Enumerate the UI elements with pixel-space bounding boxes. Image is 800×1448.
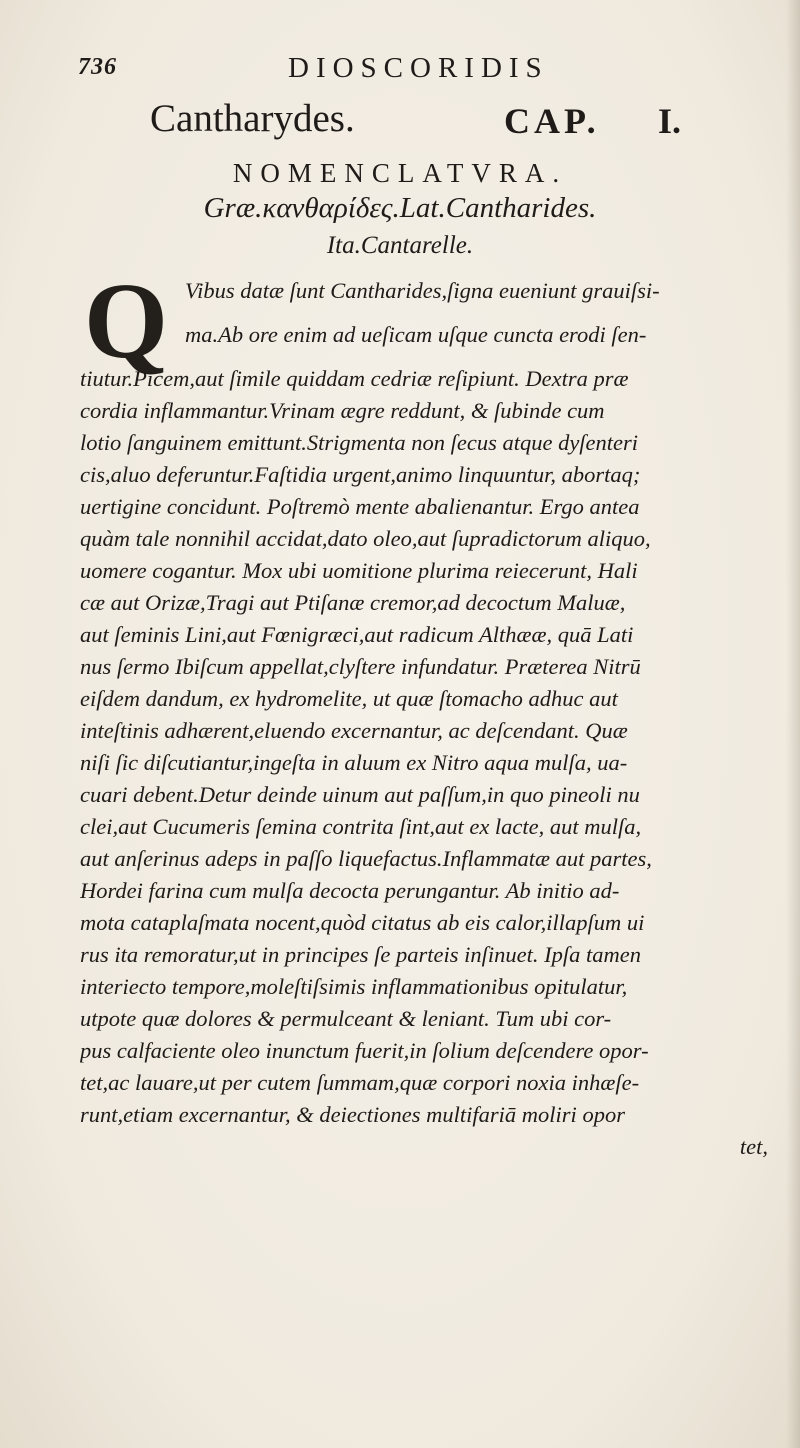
text-line: cuari debent.Detur deinde uinum aut paſſum,in quo pineoli nu	[80, 782, 640, 807]
text-line: cæ aut Orizæ,Tragi aut Ptiſanæ cremor,ad decoctum Maluæ,	[80, 590, 626, 615]
text-line: nus ſermo Ibiſcum appellat,clyſtere infundatur. Præterea Nitrū	[80, 654, 641, 679]
catchword: tet,	[739, 1134, 768, 1159]
text-line: runt,etiam excernantur, & deiectiones multifariā moliri opor	[80, 1102, 625, 1127]
text-line: uertigine concidunt. Poſtremò mente abalienantur. Ergo antea	[80, 494, 640, 519]
text-line: rus ita remoratur,ut in principes ſe parteis inſinuet. Ipſa tamen	[80, 942, 642, 967]
text-line: cordia inflammantur.Vrinam ægre reddunt, & ſubinde cum	[80, 398, 605, 423]
text-line: cis,aluo deferuntur.Faſtidia urgent,animo linquuntur, abortaq;	[80, 462, 641, 487]
nomenclature-italian: Ita.Cantarelle.	[326, 232, 474, 259]
text-line: mota cataplaſmata nocent,quòd citatus ab eis calor,illapſum ui	[80, 910, 645, 935]
nomenclature-heading: NOMENCLATVRA.	[232, 158, 568, 188]
text-line: pus calfaciente oleo inunctum fuerit,in ſolium deſcendere opor-	[80, 1038, 649, 1063]
chapter-name: Cantharydes.	[150, 97, 355, 140]
text-line: interiecto tempore,moleſtiſsimis inflammationibus opitulatur,	[80, 974, 628, 999]
text-line: tiutur.Picem,aut ſimile quiddam cedriæ reſipiunt. Dextra præ	[80, 366, 629, 391]
running-title: DIOSCORIDIS	[288, 52, 549, 84]
text-line: inteſtinis adhærent,eluendo excernantur, ac deſcendant. Quæ	[80, 718, 628, 743]
nomenclature-names: Græ.κανθαρίδες.Lat.Cantharides.	[203, 192, 597, 224]
text-line: eiſdem dandum, ex hydromelite, ut quæ ſtomacho adhuc aut	[80, 686, 618, 711]
drop-cap: Q	[84, 262, 169, 381]
text-line: niſi ſic diſcutiantur,ingeſta in aluum ex Nitro aqua mulſa, ua-	[80, 750, 628, 775]
text-line: ma.Ab ore enim ad ueſicam uſque cuncta erodi ſen-	[185, 322, 647, 347]
chapter-title	[150, 96, 710, 146]
chapter-label: CAP.	[504, 101, 600, 141]
text-line: Hordei farina cum mulſa decocta perungantur. Ab initio ad-	[80, 878, 620, 903]
text-line: Vibus datæ ſunt Cantharides,ſigna eueniunt grauiſsi-	[185, 278, 660, 303]
text-line: tet,ac lauare,ut per cutem ſummam,quæ corpori noxia inhæſe-	[80, 1070, 640, 1095]
chapter-number: I.	[658, 101, 682, 141]
text-line: quàm tale nonnihil accidat,dato oleo,aut ſupradictorum aliquo,	[80, 526, 651, 551]
text-line: aut ſeminis Lini,aut Fœnigræci,aut radicum Althææ, quā Lati	[80, 622, 634, 647]
running-head	[78, 50, 618, 90]
text-line: lotio ſanguinem emittunt.Strigmenta non ſecus atque dyſenteri	[80, 430, 639, 455]
text-line: clei,aut Cucumeris ſemina contrita ſint,aut ex lacte, aut mulſa,	[80, 814, 642, 839]
text-line: uomere cogantur. Mox ubi uomitione plurima reiecerunt, Hali	[80, 558, 638, 583]
text-line: utpote quæ dolores & permulceant & leniant. Tum ubi cor-	[80, 1006, 612, 1031]
page-number: 736	[78, 54, 117, 80]
text-line: aut anſerinus adeps in paſſo liquefactus.Inflammatæ aut partes,	[80, 846, 652, 871]
